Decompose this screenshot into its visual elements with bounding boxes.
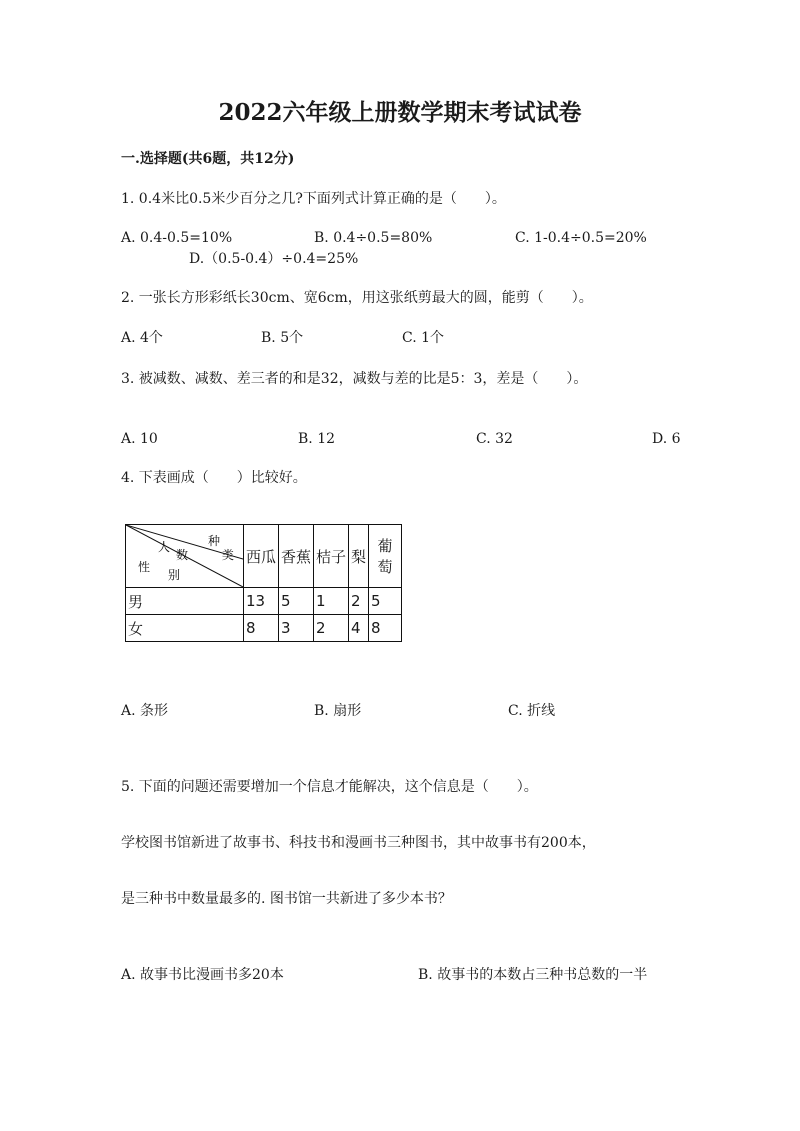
table-cell: 5 (369, 588, 402, 615)
corner-people-char-1: 人 (158, 540, 171, 554)
question-3-option-c[interactable]: C. 32 (476, 431, 513, 447)
table-cell: 8 (244, 615, 279, 642)
section-heading: 一.选择题(共6题，共12分) (121, 151, 295, 167)
question-2-option-a[interactable]: A. 4个 (121, 330, 163, 346)
table-cell: 4 (349, 615, 369, 642)
table-cell: 2 (314, 615, 349, 642)
question-2-option-c[interactable]: C. 1个 (402, 330, 445, 346)
question-2-option-b[interactable]: B. 5个 (261, 330, 304, 346)
table-row-label: 男 (126, 588, 244, 615)
question-2-stem: 2. 一张长方形彩纸长30cm、宽6cm，用这张纸剪最大的圆，能剪（ ）。 (121, 290, 593, 306)
corner-kind-char-1: 种 (208, 534, 221, 548)
question-3-option-d[interactable]: D. 6 (652, 431, 681, 447)
question-1-option-b[interactable]: B. 0.4÷0.5=80% (314, 230, 433, 246)
fruit-preference-table (125, 524, 402, 642)
table-row (126, 588, 402, 615)
table-cell: 8 (369, 615, 402, 642)
table-cell: 1 (314, 588, 349, 615)
table-header-row (126, 525, 402, 588)
question-5-option-b[interactable]: B. 故事书的本数占三种书总数的一半 (418, 967, 648, 983)
table-cell: 13 (244, 588, 279, 615)
table-row (126, 615, 402, 642)
question-4-option-a[interactable]: A. 条形 (121, 703, 169, 719)
table-header-cell: 葡萄 (369, 525, 402, 588)
table-cell: 5 (279, 588, 314, 615)
question-3-option-a[interactable]: A. 10 (121, 431, 158, 447)
question-3-option-b[interactable]: B. 12 (298, 431, 336, 447)
table-corner-cell (126, 525, 244, 588)
question-3-stem: 3. 被减数、减数、差三者的和是32，减数与差的比是5：3，差是（ ）。 (121, 371, 588, 387)
question-4-option-c[interactable]: C. 折线 (508, 703, 556, 719)
table-row-label: 女 (126, 615, 244, 642)
question-5-option-a[interactable]: A. 故事书比漫画书多20本 (121, 967, 284, 983)
question-5-body-line-2: 是三种书中数量最多的. 图书馆一共新进了多少本书？ (121, 891, 452, 907)
table-cell: 3 (279, 615, 314, 642)
corner-kind-char-2: 类 (222, 548, 235, 562)
question-1-option-c[interactable]: C. 1-0.4÷0.5=20% (515, 230, 647, 246)
table-header-cell: 香蕉 (279, 525, 314, 588)
corner-gender-char-2: 别 (168, 568, 181, 582)
corner-people-char-2: 数 (176, 548, 189, 562)
question-5-body-line-1: 学校图书馆新进了故事书、科技书和漫画书三种图书，其中故事书有200本， (121, 835, 596, 851)
question-4-option-b[interactable]: B. 扇形 (314, 703, 362, 719)
corner-gender-char-1: 性 (138, 560, 151, 574)
table-cell: 2 (349, 588, 369, 615)
table-header-cell: 桔子 (314, 525, 349, 588)
question-1-option-d[interactable]: D.（0.5-0.4）÷0.4=25% (189, 251, 359, 267)
question-1-stem: 1. 0.4米比0.5米少百分之几?下面列式计算正确的是（ ）。 (121, 191, 506, 207)
question-5-stem: 5. 下面的问题还需要增加一个信息才能解决，这个信息是（ ）。 (121, 779, 538, 795)
table-header-cell: 西瓜 (244, 525, 279, 588)
diagonal-header-graphic (126, 525, 243, 587)
question-4-stem: 4. 下表画成（ ）比较好。 (121, 470, 307, 486)
table-header-cell: 梨 (349, 525, 369, 588)
question-1-option-a[interactable]: A. 0.4-0.5=10% (121, 230, 233, 246)
page-title: 2022六年级上册数学期末考试试卷 (218, 99, 582, 126)
